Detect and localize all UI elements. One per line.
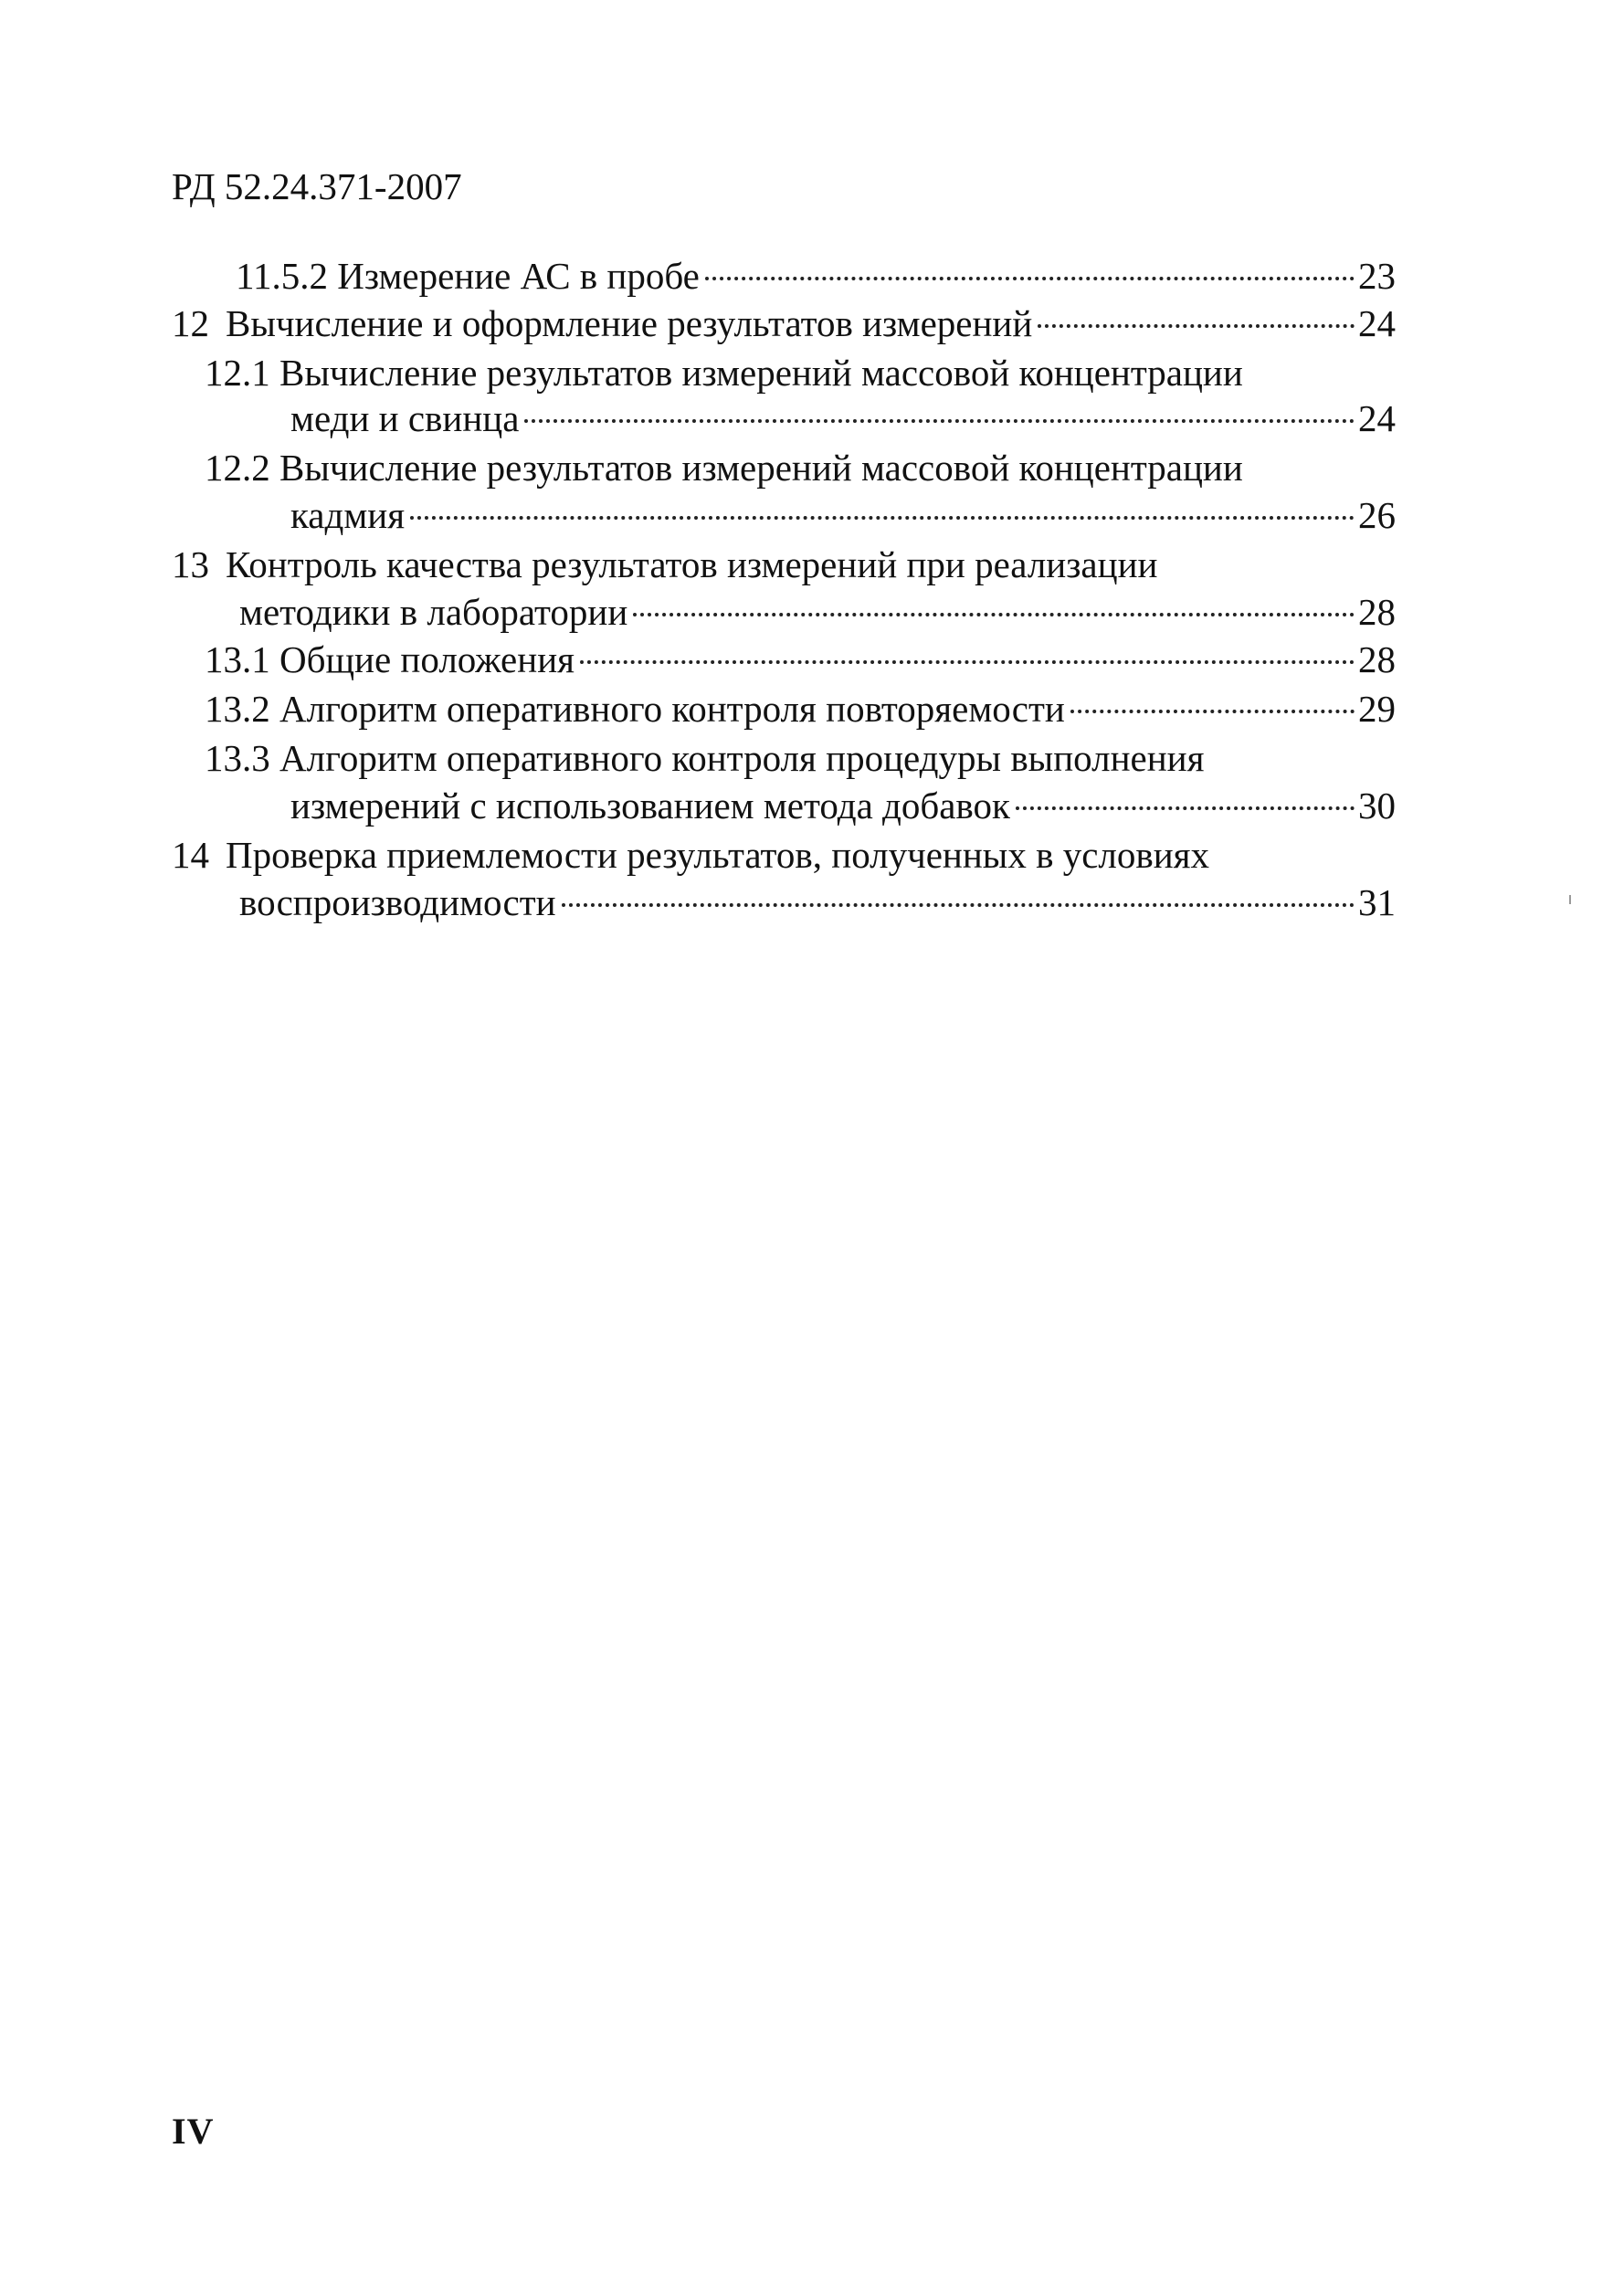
- toc-entry-title: [172, 300, 1032, 347]
- toc-entry-title-cont: меди и свинца: [290, 397, 520, 439]
- toc-entry-13-line1[interactable]: [172, 541, 1157, 588]
- toc-page-number: 31: [1358, 881, 1396, 923]
- toc-page-number: 26: [1358, 494, 1396, 536]
- toc-page-number: 24: [1358, 397, 1396, 439]
- toc-section-number: 13: [172, 543, 209, 585]
- toc-entry-title-cont: методики в лаборатории: [239, 591, 628, 633]
- toc-leader-dots: [633, 613, 1355, 616]
- toc-entry-11-5-2[interactable]: [236, 252, 1396, 300]
- toc-leader-dots: [410, 516, 1355, 520]
- toc-leader-dots: [562, 903, 1355, 907]
- toc-entry-14-line2[interactable]: [239, 879, 1396, 926]
- toc-entry-12[interactable]: [172, 300, 1396, 347]
- toc-entry-title: 13.3 Алгоритм оперативного контроля процедуры выполнения: [205, 737, 1205, 779]
- toc-entry-12-1-line2[interactable]: [290, 395, 1396, 442]
- toc-entry-title: 12.2 Вычисление результатов измерений массовой концентрации: [205, 447, 1243, 489]
- toc-entry-13-line2[interactable]: [239, 588, 1396, 636]
- toc-entry-13-2[interactable]: [205, 685, 1396, 732]
- toc-entry-12-2-line2[interactable]: [290, 491, 1396, 539]
- toc-leader-dots: [524, 419, 1355, 423]
- toc-section-title: Вычисление и оформление результатов измерений: [226, 302, 1033, 344]
- toc-entry-title: 13.1 Общие положения: [205, 638, 575, 680]
- page-number-footer: IV: [172, 2111, 215, 2152]
- toc-entry-title: 13.2 Алгоритм оперативного контроля повторяемости: [205, 688, 1065, 730]
- toc-entry-12-1-line1[interactable]: [205, 349, 1243, 396]
- toc-entry-14-line1[interactable]: [172, 831, 1209, 879]
- toc-page-number: 28: [1358, 591, 1396, 633]
- toc-section-number: 12: [172, 302, 209, 344]
- scan-speck: [1569, 895, 1571, 904]
- document-code-header: РД 52.24.371-2007: [172, 165, 462, 207]
- toc-leader-dots: [580, 660, 1355, 664]
- toc-entry-13-1[interactable]: [205, 636, 1396, 683]
- toc-page-number: 23: [1358, 255, 1396, 297]
- toc-entry-title-cont: измерений с использованием метода добавок: [290, 785, 1010, 827]
- toc-leader-dots: [1038, 324, 1355, 328]
- toc-entry-title-cont: кадмия: [290, 494, 406, 536]
- toc-entry-title: 11.5.2 Измерение АС в пробе: [236, 255, 700, 297]
- toc-entry-title: Проверка приемлемости результатов, полученных в условиях: [226, 834, 1210, 876]
- toc-entry-title: Контроль качества результатов измерений при реализации: [226, 543, 1158, 585]
- toc-leader-dots: [705, 277, 1355, 280]
- toc-section-number: 14: [172, 834, 209, 876]
- toc-entry-13-3-line1[interactable]: [205, 734, 1204, 782]
- toc-entry-title: 12.1 Вычисление результатов измерений массовой концентрации: [205, 352, 1243, 394]
- toc-page-number: 30: [1358, 785, 1396, 827]
- toc-page-number: 24: [1358, 302, 1396, 344]
- toc-leader-dots: [1070, 710, 1355, 713]
- toc-page-number: 29: [1358, 688, 1396, 730]
- toc-entry-13-3-line2[interactable]: [290, 782, 1396, 829]
- toc-leader-dots: [1016, 806, 1355, 810]
- toc-page-number: 28: [1358, 638, 1396, 680]
- toc-entry-12-2-line1[interactable]: [205, 444, 1243, 491]
- toc-entry-title-cont: воспроизводимости: [239, 881, 556, 923]
